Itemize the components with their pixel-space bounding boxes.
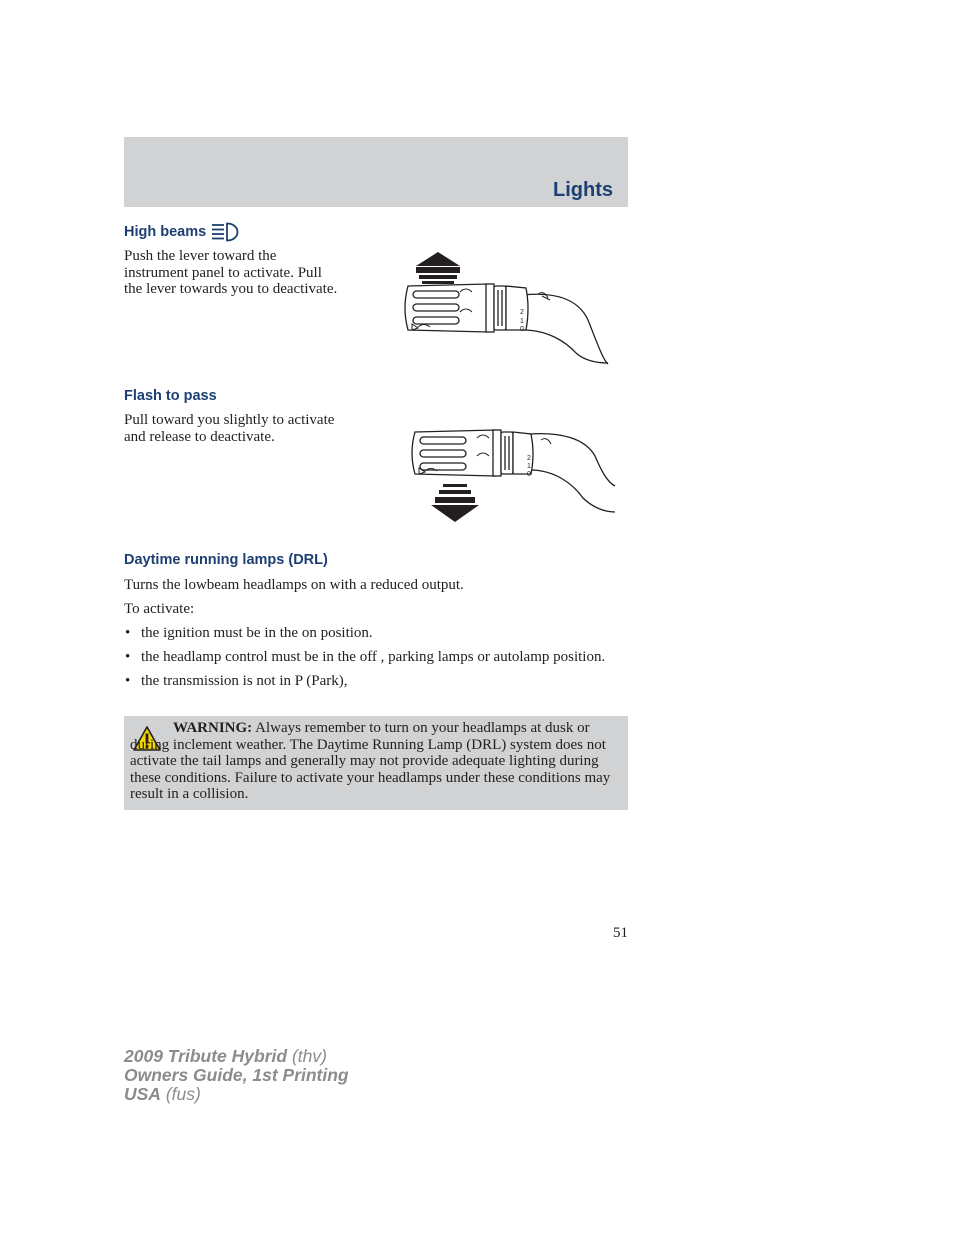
warning-label: WARNING: <box>173 720 253 736</box>
high-beams-text-line: the lever towards you to deactivate. <box>124 281 338 297</box>
lever-speed-number: 1 <box>527 463 531 470</box>
list-item-text: the headlamp control must be in the off , parking lamps or autolamp position. <box>141 649 606 665</box>
lever-speed-number: 1 <box>520 318 524 325</box>
lever-pull-toward-illustration <box>405 426 617 526</box>
drl-heading-text: Daytime running lamps (DRL) <box>124 552 328 568</box>
warning-text <box>130 720 615 803</box>
lever-speed-number: 2 <box>520 309 524 316</box>
footer-line <box>124 1066 349 1085</box>
drl-intro: Turns the lowbeam headlamps on with a reduced output. <box>124 577 464 593</box>
push-forward-arrow <box>416 252 460 284</box>
footer-model-code: (thv) <box>291 1046 327 1066</box>
footer-model: 2009 Tribute Hybrid <box>124 1046 288 1066</box>
section-header-band <box>124 137 628 207</box>
footer-line <box>124 1047 349 1066</box>
pull-toward-arrow <box>431 484 479 522</box>
flash-to-pass-heading-text: Flash to pass <box>124 388 217 404</box>
flash-to-pass-text-line: and release to deactivate. <box>124 428 275 445</box>
drl-heading <box>124 552 328 568</box>
drl-to-activate: To activate: <box>124 601 195 617</box>
high-beams-heading <box>124 222 244 242</box>
footer-market-code: (fus) <box>165 1084 201 1104</box>
high-beams-heading-text: High beams <box>124 224 207 240</box>
page-number: 51 <box>613 925 628 941</box>
footer-edition: Owners Guide, 1st Printing <box>124 1065 349 1085</box>
high-beams-text-line: instrument panel to activate. Pull <box>124 264 322 281</box>
flash-to-pass-description <box>124 412 334 445</box>
lever-speed-number: 0 <box>527 471 531 478</box>
warning-body: Always remember to turn on your headlamps at dusk or during inclement weather. The Daytime Running Lamp (DRL) system does not activate the tail lamps and generally may not provide adequate lighting during these conditions. Failure to activate your headlamps under these conditions may result in a collision. <box>130 720 611 802</box>
footer-market: USA <box>124 1084 161 1104</box>
lever-speed-number: 2 <box>527 455 531 462</box>
high-beams-text-line: Push the lever toward the <box>124 248 277 264</box>
footer-line <box>124 1085 349 1104</box>
list-item: • the transmission is not in P (Park), <box>124 673 628 690</box>
flash-to-pass-heading <box>124 388 217 404</box>
list-item <box>124 649 628 666</box>
section-title: Lights <box>553 179 613 201</box>
warning-box <box>124 716 628 810</box>
lever-speed-number: 0 <box>520 326 524 333</box>
drl-conditions-list <box>124 625 628 697</box>
document-footer <box>124 1047 349 1104</box>
flash-to-pass-text-line: Pull toward you slightly to activate <box>124 412 335 428</box>
high-beam-icon <box>210 222 244 242</box>
high-beams-description <box>124 248 337 298</box>
list-item: • the ignition must be in the on position. <box>124 625 628 642</box>
lever-push-forward-illustration <box>398 250 610 368</box>
